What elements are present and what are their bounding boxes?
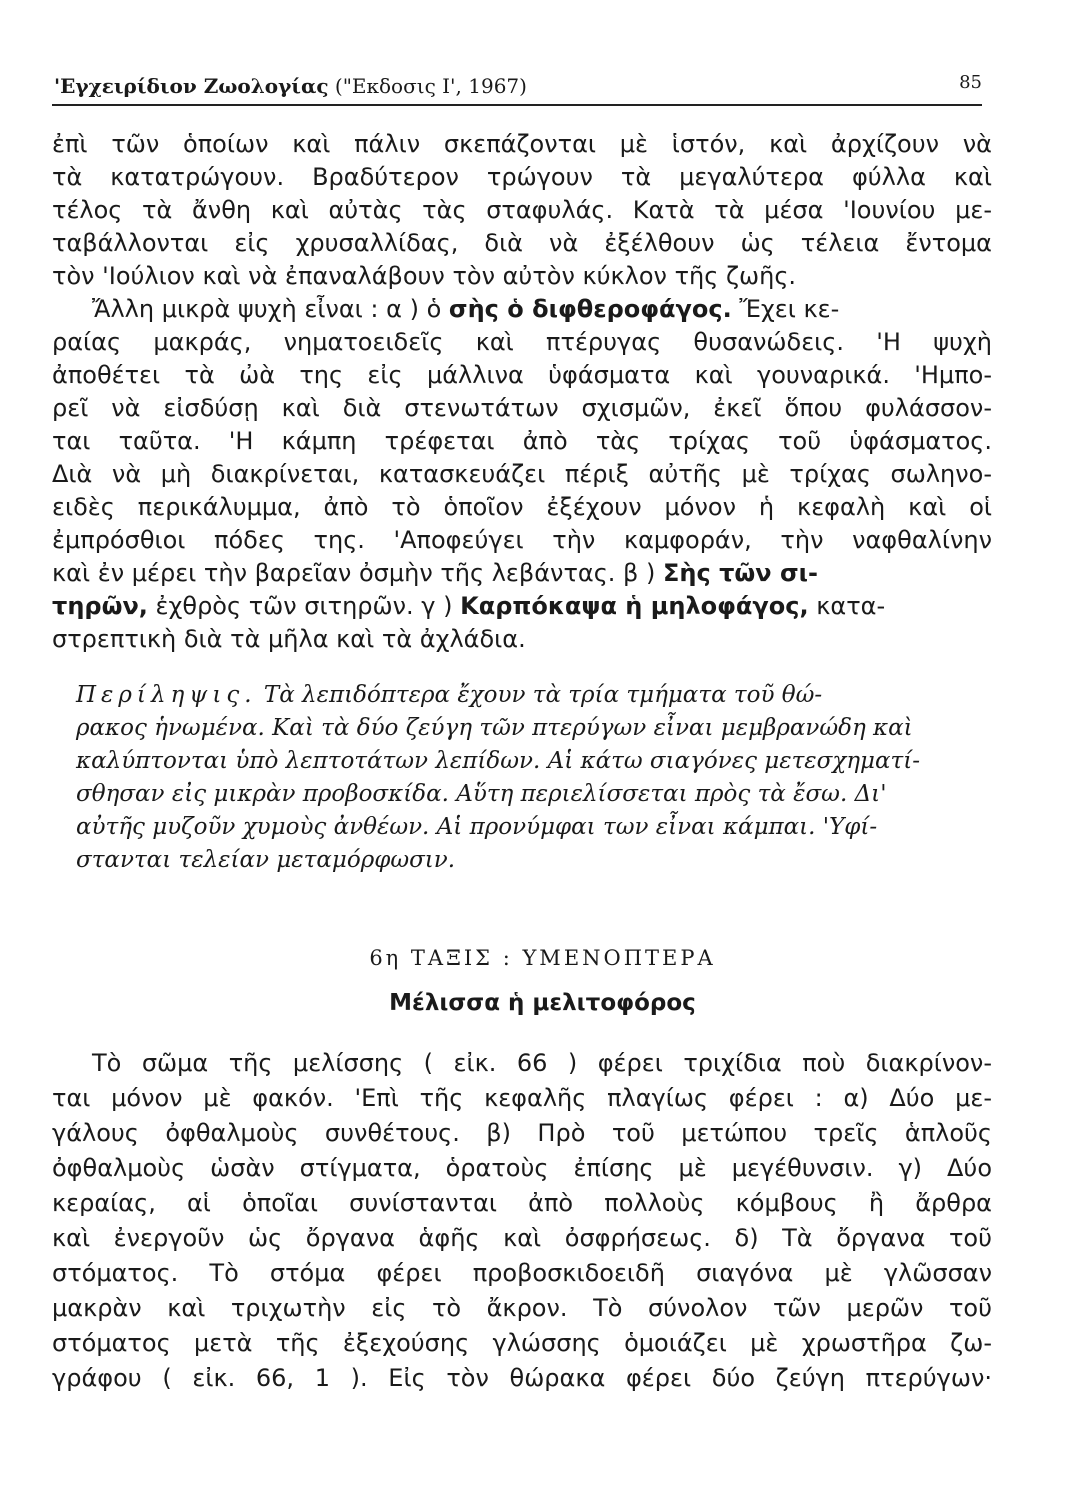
- page-number: 85: [959, 72, 982, 93]
- text-line: ἐπὶ τῶν ὁποίων καὶ πάλιν σκεπάζονται μὲ ἱστόν, καὶ ἀρχίζουν νὰ: [52, 130, 992, 158]
- summary-label: Περίληψις.: [76, 682, 257, 708]
- species-name: Καρπόκαψα ἡ μηλοφάγος,: [460, 592, 809, 620]
- section-subtitle: Μέλισσα ἡ μελιτοφόρος: [389, 990, 696, 1016]
- book-title: 'Εγχειρίδιον Ζωολογίας: [54, 74, 329, 98]
- text-span: καὶ ἐν μέρει τὴν βαρεῖαν ὀσμὴν τῆς λεβάντας. β ): [52, 559, 656, 587]
- text-span: Ἄλλη μικρὰ ψυχὴ εἶναι : α ) ὁ: [92, 295, 442, 323]
- text-line: ειδὲς περικάλυμμα, ἀπὸ τὸ ὁποῖον ἐξέχουν μόνον ἡ κεφαλὴ καὶ οἱ: [52, 493, 992, 521]
- text-line: γάλους ὀφθαλμοὺς συνθέτους. β) Πρὸ τοῦ μετώπου τρεῖς ἁπλοῦς: [52, 1119, 992, 1147]
- species-name: τηρῶν,: [52, 592, 148, 620]
- text-line: καὶ ἐνεργοῦν ὡς ὄργανα ἁφῆς καὶ ὀσφρήσεως. δ) Τὰ ὄργανα τοῦ: [52, 1224, 992, 1252]
- text-line: κεραίας, αἱ ὁποῖαι συνίστανται ἀπὸ πολλοὺς κόμβους ἢ ἄρθρα: [52, 1189, 992, 1217]
- text-span: ἐχθρὸς τῶν σιτηρῶν. γ ): [155, 592, 453, 620]
- text-line: τέλος τὰ ἄνθη καὶ αὐτὰς τὰς σταφυλάς. Κατὰ τὰ μέσα 'Ιουνίου με-: [52, 196, 992, 224]
- text-line: [52, 590, 992, 622]
- species-name: σὴς ὁ διφθεροφάγος.: [448, 295, 732, 323]
- text-span: κατα-: [816, 592, 886, 620]
- text-line: ται ταῦτα. 'Η κάμπη τρέφεται ἀπὸ τὰς τρίχας τοῦ ὑφάσματος.: [52, 427, 992, 455]
- edition-info: ("Εκδοσις Ι', 1967): [334, 74, 527, 98]
- text-line: ταβάλλονται εἰς χρυσαλλίδας, διὰ νὰ ἐξέλθουν ὡς τέλεια ἔντομα: [52, 229, 992, 257]
- text-line: στόματος μετὰ τῆς ἐξεχούσης γλώσσης ὁμοιάζει μὲ χρωστῆρα ζω-: [52, 1329, 992, 1357]
- text-line: γράφου ( εἰκ. 66, 1 ). Εἰς τὸν θώρακα φέρει δύο ζεύγη πτερύγων·: [52, 1364, 992, 1392]
- summary-line: ρακος ἡνωμένα. Καὶ τὰ δύο ζεύγη τῶν πτερύγων εἶναι μεμβρανώδη καὶ: [76, 715, 913, 741]
- text-line: ραίας μακράς, νηματοειδεῖς καὶ πτέρυγας θυσανώδεις. 'Η ψυχὴ: [52, 328, 992, 356]
- section-heading: 6η ΤΑΞΙΣ : ΥΜΕΝΟΠΤΕΡΑ: [369, 946, 716, 970]
- text-line: ται μόνον μὲ φακόν. 'Επὶ τῆς κεφαλῆς πλαγίως φέρει : α) Δύο με-: [52, 1084, 992, 1112]
- text-span: Τὰ λεπιδόπτερα ἔχουν τὰ τρία τμήματα τοῦ θώ-: [263, 682, 823, 708]
- text-line: τὰ κατατρώγουν. Βραδύτερον τρώγουν τὰ μεγαλύτερα φύλλα καὶ: [52, 163, 992, 191]
- text-line: ἀποθέτει τὰ ὠὰ της εἰς μάλλινα ὑφάσματα καὶ γουναρικά. 'Ημπο-: [52, 361, 992, 389]
- text-line: Διὰ νὰ μὴ διακρίνεται, κατασκευάζει πέριξ αὐτῆς μὲ τρίχας σωληνο-: [52, 460, 992, 488]
- text-line: [52, 557, 992, 589]
- text-line: [52, 293, 992, 325]
- text-line: Τὸ σῶμα τῆς μελίσσης ( εἰκ. 66 ) φέρει τριχίδια ποὺ διακρίνον-: [92, 1049, 992, 1077]
- text-line: ὀφθαλμοὺς ὡσὰν στίγματα, ὁρατοὺς ἐπίσης μὲ μεγέθυνσιν. γ) Δύο: [52, 1154, 992, 1182]
- text-line: τὸν 'Ιούλιον καὶ νὰ ἐπαναλάβουν τὸν αὐτὸν κύκλον τῆς ζωῆς.: [52, 262, 797, 290]
- summary-line: [76, 679, 992, 711]
- text-line: ἐμπρόσθιοι πόδες της. 'Αποφεύγει τὴν καμφοράν, τὴν ναφθαλίνην: [52, 526, 992, 554]
- summary-line: στανται τελείαν μεταμόρφωσιν.: [76, 847, 456, 873]
- text-line: στόματος. Τὸ στόμα φέρει προβοσκιδοειδῆ σιαγόνα μὲ γλῶσσαν: [52, 1259, 992, 1287]
- running-title: [54, 74, 527, 98]
- text-line: μακρὰν καὶ τριχωτὴν εἰς τὸ ἄκρον. Τὸ σύνολον τῶν μερῶν τοῦ: [52, 1294, 992, 1322]
- text-line: ρεῖ νὰ εἰσδύσῃ καὶ διὰ στενωτάτων σχισμῶν, ἐκεῖ ὅπου φυλάσσον-: [52, 394, 992, 422]
- summary-line: σθησαν εἰς μικρὰν προβοσκίδα. Αὕτη περιελίσσεται πρὸς τὰ ἔσω. Δι': [76, 781, 887, 807]
- page-header: [52, 70, 982, 106]
- text-line: στρεπτικὴ διὰ τὰ μῆλα καὶ τὰ ἀχλάδια.: [52, 625, 526, 653]
- species-name: Σὴς τῶν σι-: [663, 559, 818, 587]
- text-span: Ἔχει κε-: [739, 295, 840, 323]
- summary-line: καλύπτονται ὑπὸ λεπτοτάτων λεπίδων. Αἱ κάτω σιαγόνες μετεσχηματί-: [76, 748, 921, 774]
- summary-line: αὐτῆς μυζοῦν χυμοὺς ἀνθέων. Αἱ προνύμφαι των εἶναι κάμπαι. 'Υφί-: [76, 814, 878, 840]
